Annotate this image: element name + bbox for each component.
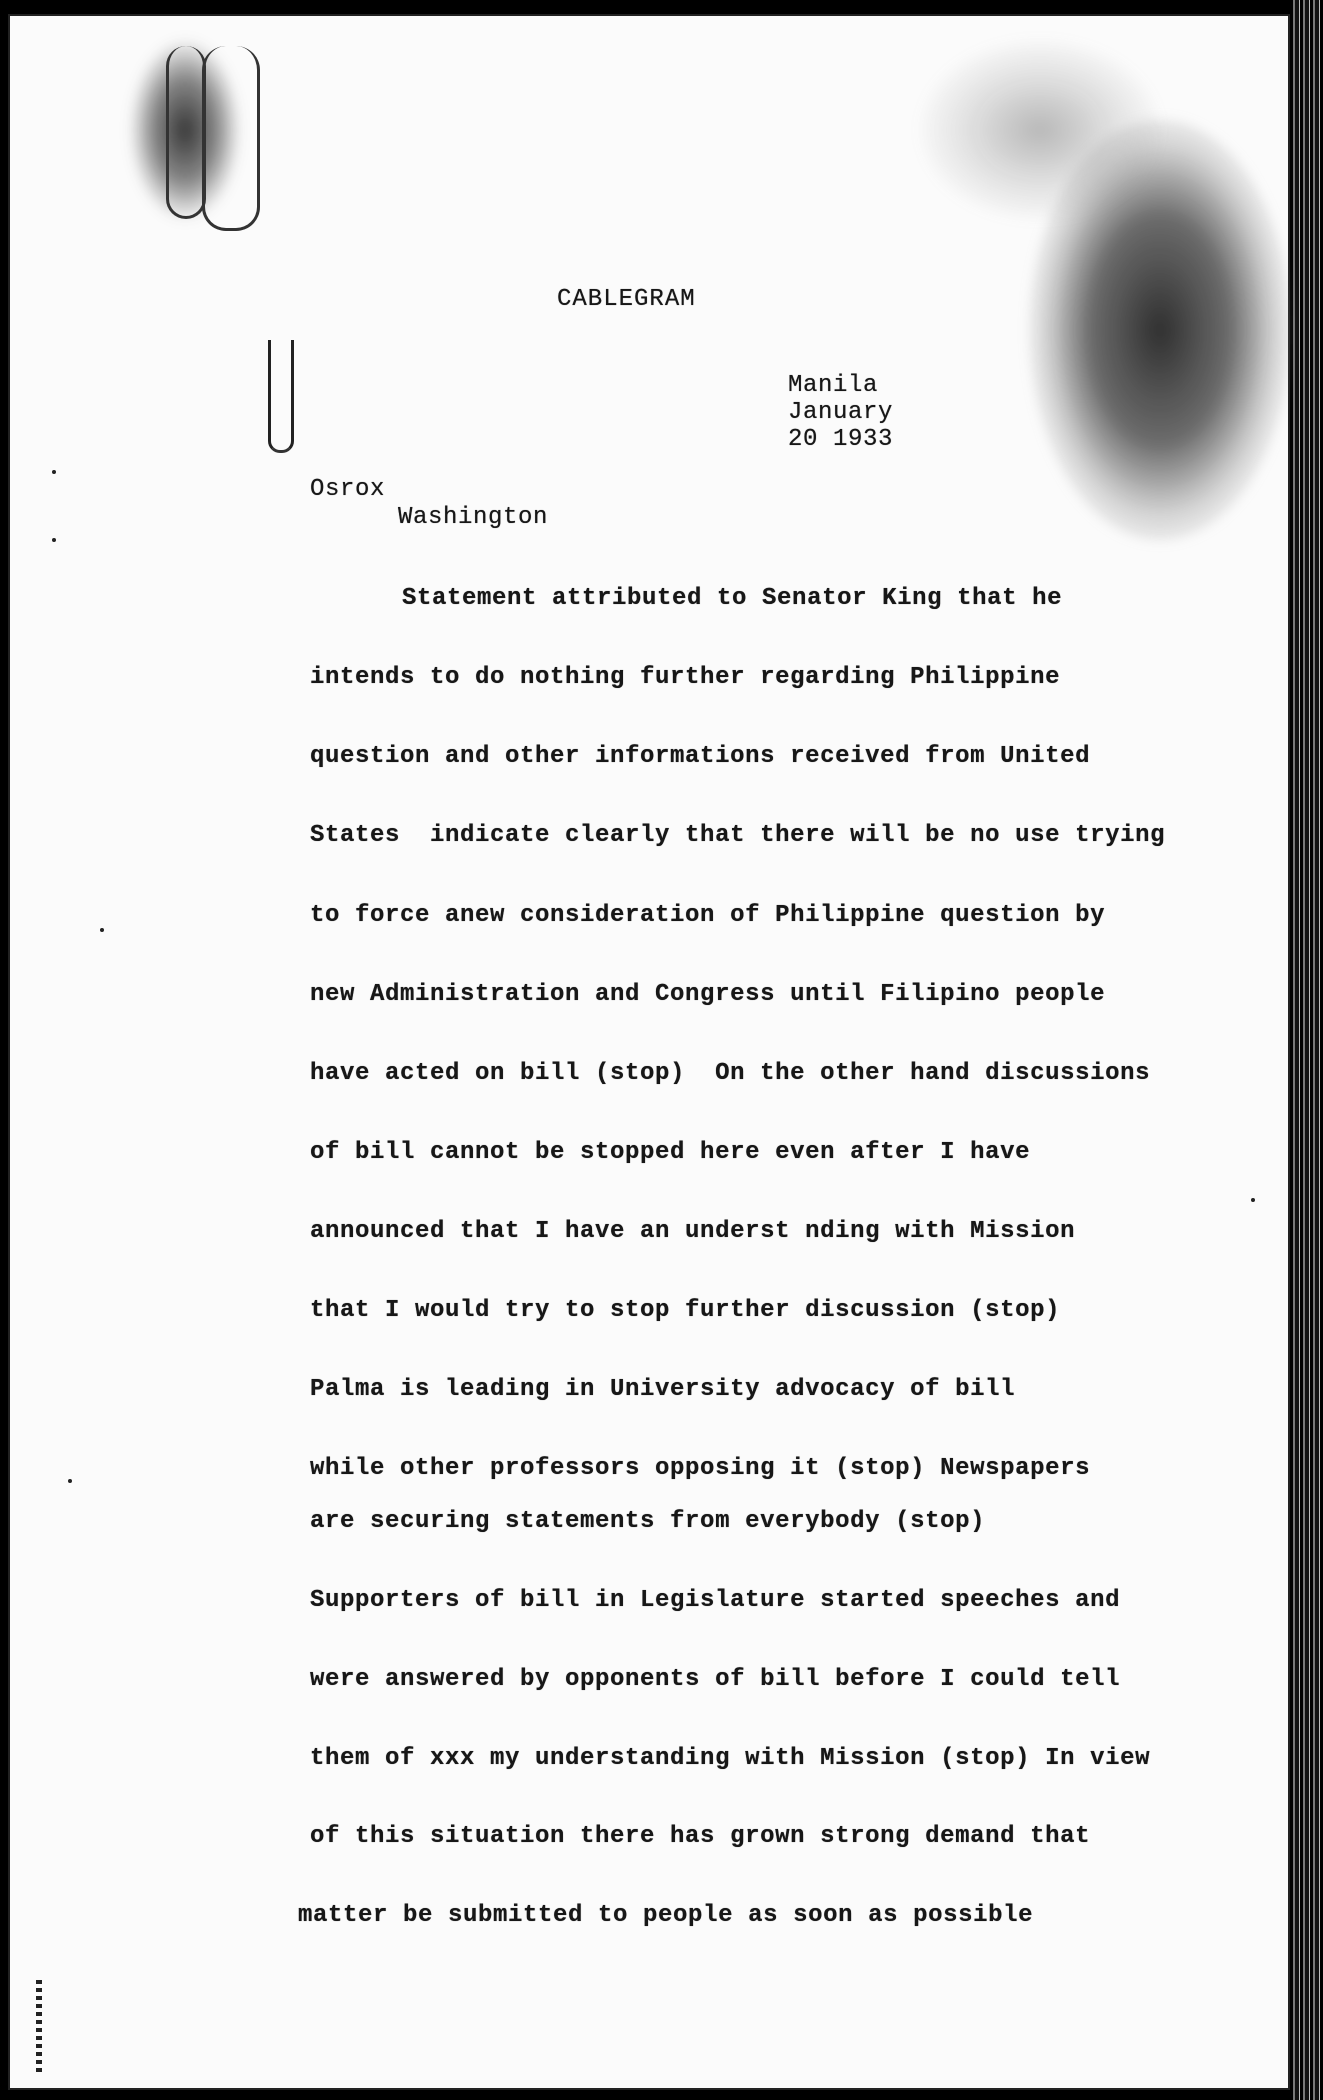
paper-clip-mark-left bbox=[166, 46, 206, 219]
destination: Washington bbox=[398, 504, 549, 531]
document-title: CABLEGRAM bbox=[557, 286, 696, 313]
body-line: were answered by opponents of bill before I could tell bbox=[310, 1666, 1121, 1693]
page-edge-shadow bbox=[1290, 0, 1323, 2100]
body-line: intends to do nothing further regarding Philippine bbox=[310, 664, 1061, 691]
body-line: new Administration and Congress until Filipino people bbox=[310, 981, 1106, 1008]
binder-clip-mark bbox=[268, 340, 294, 453]
speck-mark bbox=[68, 1479, 72, 1483]
body-line: to force anew consideration of Philippine question by bbox=[310, 902, 1106, 929]
speck-mark bbox=[52, 538, 56, 542]
ink-stain-upper-right bbox=[920, 40, 1160, 220]
paper-clip-mark-right bbox=[202, 46, 260, 231]
body-line: Palma is leading in University advocacy of bill bbox=[310, 1376, 1016, 1403]
body-line: question and other informations received from United bbox=[310, 743, 1091, 770]
body-line: while other professors opposing it (stop) Newspapers bbox=[310, 1455, 1091, 1482]
body-line: of this situation there has grown strong demand that bbox=[310, 1823, 1091, 1850]
body-line: matter be submitted to people as soon as possible bbox=[298, 1902, 1034, 1929]
body-line: them of xxx my understanding with Mission (stop) In view bbox=[310, 1745, 1151, 1772]
speck-mark bbox=[52, 470, 56, 474]
body-line: are securing statements from everybody (stop) bbox=[310, 1508, 986, 1535]
body-line: that I would try to stop further discussion (stop) bbox=[310, 1297, 1061, 1324]
body-line: of bill cannot be stopped here even after I have bbox=[310, 1139, 1031, 1166]
body-line: States indicate clearly that there will be no use trying bbox=[310, 822, 1166, 849]
dateline: Manila January 20 1933 bbox=[788, 372, 894, 453]
body-line: have acted on bill (stop) On the other hand discussions bbox=[310, 1060, 1151, 1087]
speck-mark bbox=[1251, 1198, 1255, 1202]
body-line: Statement attributed to Senator King that he bbox=[402, 585, 1063, 612]
body-line: Supporters of bill in Legislature started speeches and bbox=[310, 1587, 1121, 1614]
recipient: Osrox bbox=[310, 476, 386, 503]
scan-edge-marks bbox=[36, 1980, 42, 2075]
speck-mark bbox=[100, 928, 104, 932]
body-line: announced that I have an underst nding with Mission bbox=[310, 1218, 1076, 1245]
